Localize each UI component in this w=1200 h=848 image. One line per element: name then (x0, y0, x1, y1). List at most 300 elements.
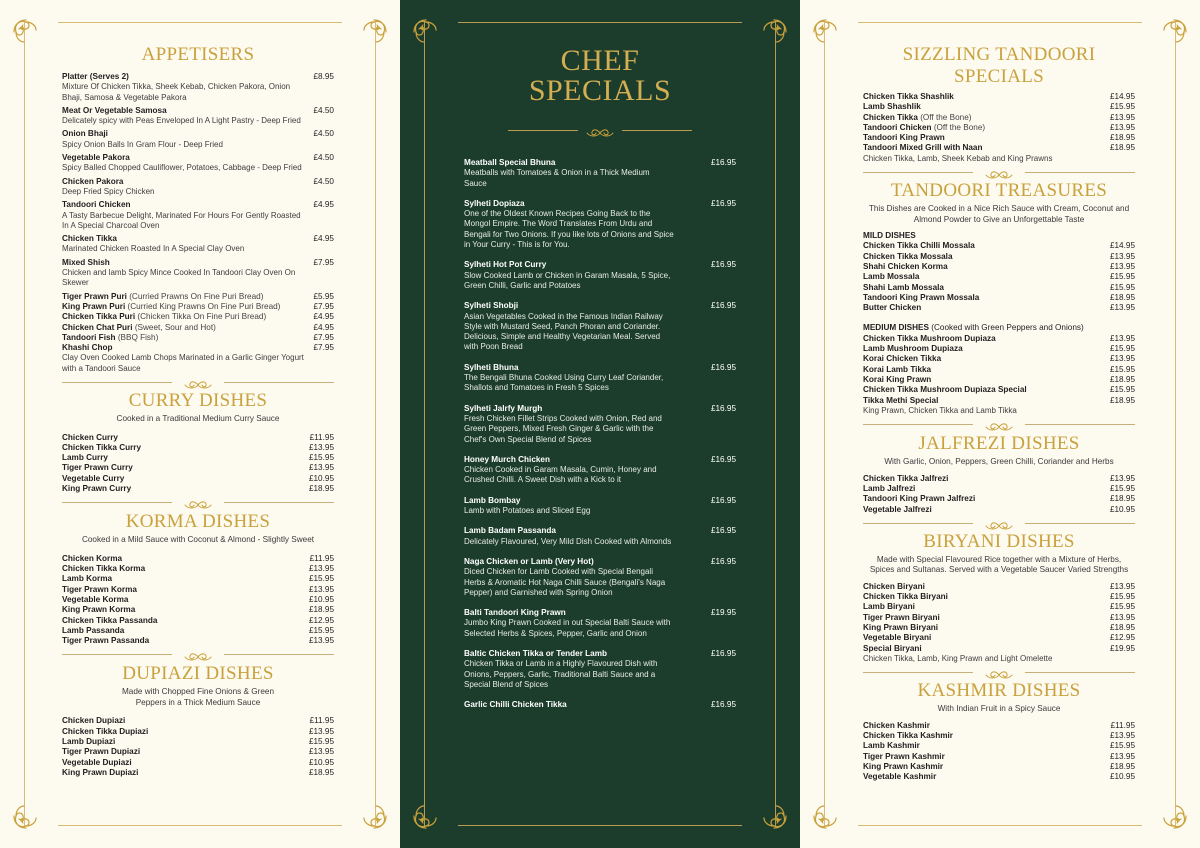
curry-list (62, 433, 334, 495)
mild-dishes-list (863, 241, 1135, 313)
section-title-biryani: BIRYANI DISHES (923, 530, 1075, 552)
item-name: King Prawn Biryani (863, 623, 939, 632)
menu-item (863, 741, 1135, 751)
item-desc: Chicken Cooked in Garam Masala, Cumin, Honey and Crushed Chilli. A Sweet Dish with a Kick to it (464, 465, 657, 485)
item-desc: Marinated Chicken Roasted In A Special Clay Oven (62, 244, 245, 254)
item-name: Honey Murch Chicken (464, 454, 550, 464)
menu-item (863, 731, 1135, 741)
menu-item (464, 404, 736, 445)
section-divider (62, 497, 334, 507)
medium-dishes-heading-text: MEDIUM DISHES (863, 323, 929, 333)
menu-item-header (464, 526, 736, 536)
item-price: £10.95 (308, 757, 334, 767)
menu-item (863, 143, 1135, 153)
menu-item (62, 343, 334, 353)
item-name-wrap (62, 292, 263, 302)
flourish-divider-icon (183, 497, 213, 507)
item-price: £15.95 (308, 737, 334, 747)
item-price: £16.95 (710, 198, 736, 208)
item-name: Meatball Special Bhuna (464, 158, 556, 167)
item-name: Tiger Prawn Kashmir (863, 751, 945, 761)
item-name: Garlic Chilli Chicken Tikka (464, 700, 567, 710)
item-price: £13.95 (308, 463, 334, 473)
item-name: Tandoori Mixed Grill with Naan (863, 143, 983, 153)
item-name-wrap (863, 92, 954, 102)
menu-item (62, 727, 334, 737)
item-name: Chicken Dupiazi (62, 716, 126, 726)
appetisers-list (62, 72, 334, 289)
item-desc-special-biryani: Chicken Tikka, Lamb, King Prawn and Light Omelette (863, 653, 1053, 663)
item-name: Tiger Prawn Korma (62, 584, 137, 594)
menu-item (863, 385, 1135, 395)
item-name: Chicken Biryani (863, 581, 925, 591)
flourish-corner-icon (358, 800, 392, 834)
item-name: Tandoori King Prawn Jalfrezi (863, 494, 976, 504)
item-price: £18.95 (308, 605, 334, 615)
item-price: £7.95 (313, 343, 334, 353)
item-price: £14.95 (1109, 241, 1135, 251)
item-price: £13.95 (1109, 354, 1135, 364)
item-price: £15.95 (1109, 282, 1135, 292)
menu-item (62, 564, 334, 574)
item-price: £12.95 (1109, 633, 1135, 643)
item-name: Meat Or Vegetable Samosa (62, 105, 167, 115)
item-price: £13.95 (308, 442, 334, 452)
flourish-corner-icon (408, 14, 442, 48)
item-price: £8.95 (313, 72, 334, 81)
menu-item (62, 333, 334, 343)
item-name: Chicken Kashmir (863, 720, 930, 730)
menu-item-header (464, 700, 736, 710)
item-price: £18.95 (1109, 623, 1135, 632)
item-name: Sylheti Jalrfy Murgh (464, 403, 543, 413)
item-price: £16.95 (710, 526, 736, 536)
item-name: Chicken Tikka Biryani (863, 592, 948, 602)
menu-item (863, 303, 1135, 313)
item-name: Lamb Bombay (464, 495, 521, 505)
menu-item-header (464, 404, 736, 414)
menu-item (863, 123, 1135, 133)
menu-item (464, 496, 736, 517)
menu-item (62, 463, 334, 473)
dupiazi-list (62, 716, 334, 778)
flourish-divider-icon (984, 419, 1014, 429)
menu-item (62, 758, 334, 768)
menu-item-header (464, 557, 736, 567)
item-price: £16.95 (710, 301, 736, 311)
menu-item (62, 153, 334, 174)
item-name: King Prawn Puri (62, 301, 126, 311)
item-price: £13.95 (1109, 581, 1135, 591)
item-desc-mixed-grill: Chicken Tikka, Lamb, Sheek Kebab and King Prawns (863, 153, 1053, 163)
center-panel (400, 0, 800, 848)
item-name: Mixed Shish (62, 257, 110, 267)
chef-title-line2: SPECIALS (528, 74, 672, 107)
item-name: Vegetable Kashmir (863, 772, 937, 782)
menu-item (62, 200, 334, 231)
item-desc: Jumbo King Prawn Cooked in out Special Balti Sauce with Selected Herbs & Spices, Pepper, Garlic and Onion (464, 618, 671, 638)
item-name: Chicken Korma (62, 553, 123, 563)
chef-specials-title (400, 46, 800, 106)
flourish-divider-icon (585, 125, 615, 135)
menu-item (863, 344, 1135, 354)
item-price: £16.95 (710, 700, 736, 710)
item-name: Chicken Tikka Mushroom Dupiaza (863, 333, 996, 343)
menu-item (62, 234, 334, 255)
section-divider (863, 167, 1135, 177)
menu-item (62, 605, 334, 615)
item-name: Tiger Prawn Puri (62, 291, 127, 301)
item-name: Tandoori King Prawn (863, 133, 945, 143)
item-note: (Off the Bone) (920, 112, 972, 122)
item-name: Tandoori Fish (62, 332, 116, 342)
item-desc-tikka-methi: King Prawn, Chicken Tikka and Lamb Tikka (863, 405, 1017, 415)
item-desc: Lamb with Potatoes and Sliced Egg (464, 506, 591, 516)
menu-item (62, 626, 334, 636)
item-price: £15.95 (1109, 385, 1135, 395)
menu-item (863, 592, 1135, 602)
kashmir-list (863, 721, 1135, 783)
item-name: Chicken Pakora (62, 176, 124, 186)
item-name: Naga Chicken or Lamb (Very Hot) (464, 556, 594, 566)
item-name-wrap (62, 323, 216, 333)
item-price: £11.95 (309, 553, 334, 563)
item-note: (Chicken Tikka On Fine Puri Bread) (137, 312, 267, 322)
menu-item (62, 443, 334, 453)
item-name: Chicken Tikka Puri (62, 312, 136, 322)
item-note: (Curried King Prawns On Fine Puri Bread) (127, 301, 281, 311)
menu-item (62, 554, 334, 564)
item-name: Lamb Mushroom Dupiaza (863, 344, 963, 354)
menu-item (863, 365, 1135, 375)
menu-item (62, 106, 334, 127)
menu-item (62, 585, 334, 595)
item-name: Sylheti Shobji (464, 301, 519, 311)
flourish-corner-icon (758, 14, 792, 48)
item-note: (Sweet, Sour and Hot) (134, 322, 216, 332)
menu-item (62, 453, 334, 463)
section-desc-treasures: This Dishes are Cooked in a Nice Rich Sauce with Cream, Coconut and Almond Powder to Give an Unforgettable Taste (868, 204, 1130, 224)
menu-item (464, 526, 736, 547)
center-bottom-rule (458, 825, 742, 826)
item-price: £13.95 (1109, 251, 1135, 261)
flourish-corner-icon (758, 800, 792, 834)
item-price: £18.95 (1109, 761, 1135, 771)
item-note: (BBQ Fish) (117, 332, 159, 342)
medium-dishes-heading (863, 323, 1135, 333)
menu-item (62, 177, 334, 198)
menu-item (62, 323, 334, 333)
menu-item (62, 747, 334, 757)
item-price: £10.95 (1109, 772, 1135, 782)
item-price: £13.95 (1109, 751, 1135, 761)
menu-item (464, 608, 736, 639)
section-divider (62, 649, 334, 659)
flourish-corner-icon (808, 800, 842, 834)
left-top-rule (58, 22, 342, 23)
item-price: £15.95 (1109, 602, 1135, 612)
item-name: Chicken Tikka Dupiazi (62, 726, 149, 736)
item-desc: A Tasty Barbecue Delight, Marinated For Hours For Gently Roasted In A Special Charcoal Oven (62, 210, 301, 230)
item-name: Butter Chicken (863, 303, 922, 313)
menu-item (62, 616, 334, 626)
item-name: Chicken Tikka (863, 112, 918, 122)
flourish-corner-icon (1158, 14, 1192, 48)
item-name: Baltic Chicken Tikka or Tender Lamb (464, 648, 608, 658)
item-name: Chicken Tikka Mossala (863, 251, 953, 261)
item-name-wrap (863, 102, 921, 112)
menu-item (62, 474, 334, 484)
item-name: Tandoori Chicken (863, 122, 932, 132)
item-name: Vegetable Korma (62, 594, 129, 604)
item-name: Lamb Biryani (863, 602, 915, 612)
item-desc: Spicy Balled Chopped Cauliflower, Potatoes, Cabbage - Deep Fried (62, 163, 302, 173)
flourish-divider-icon (984, 667, 1014, 677)
item-name: Tikka Methi Special (863, 395, 939, 405)
menu-item (863, 252, 1135, 262)
item-desc: The Bengali Bhuna Cooked Using Curry Leaf Coriander, Shallots and Tomatoes in Fresh 5 Spices (464, 373, 664, 393)
item-price: £13.95 (1109, 112, 1135, 122)
item-name-wrap (62, 333, 158, 343)
menu-item (464, 700, 736, 710)
section-title-kashmir: KASHMIR DISHES (917, 680, 1081, 702)
item-name: Sylheti Hot Pot Curry (464, 260, 547, 270)
left-panel (0, 0, 400, 848)
section-desc-dupiazi: Made with Chopped Fine Onions & Green Peppers in a Thick Medium Sauce (121, 687, 274, 707)
item-name: King Prawn Kashmir (863, 761, 944, 771)
center-top-rule (458, 22, 742, 23)
menu-item (863, 334, 1135, 344)
item-price: £4.50 (313, 129, 334, 139)
menu-item (863, 613, 1135, 623)
item-price: £13.95 (1109, 303, 1135, 313)
menu-item (863, 582, 1135, 592)
menu-item (62, 292, 334, 302)
item-price: £19.95 (710, 608, 736, 618)
menu-item (863, 92, 1135, 102)
section-title-dupiazi: DUPIAZI DISHES (122, 663, 274, 685)
menu-item-header (464, 608, 736, 618)
flourish-corner-icon (358, 14, 392, 48)
menu-item-header (464, 496, 736, 506)
item-price: £14.95 (1109, 92, 1135, 101)
menu-item-header (62, 106, 334, 116)
item-price: £15.95 (1109, 592, 1135, 602)
item-price: £7.95 (313, 301, 334, 311)
menu-item-header (464, 199, 736, 209)
item-desc: Delicately Flavoured, Very Mild Dish Cooked with Almonds (464, 536, 672, 546)
menu-item (863, 262, 1135, 272)
section-title-jalfrezi: JALFREZI DISHES (918, 433, 1080, 455)
flourish-corner-icon (808, 14, 842, 48)
item-price: £4.95 (313, 234, 334, 244)
item-price: £15.95 (308, 625, 334, 635)
sizzling-list (863, 92, 1135, 154)
item-price: £5.95 (313, 291, 334, 301)
item-price: £16.95 (710, 556, 736, 566)
item-desc: Spicy Onion Balls In Gram Flour - Deep Fried (62, 139, 223, 149)
item-price: £7.95 (313, 332, 334, 342)
menu-item (62, 716, 334, 726)
menu-item (863, 721, 1135, 731)
right-bottom-rule (858, 825, 1142, 826)
item-price: £13.95 (308, 747, 334, 757)
item-desc-khashi-chop: Clay Oven Cooked Lamb Chops Marinated in a Garlic Ginger Yogurt with a Tandoori Sauce (62, 353, 304, 373)
item-name: Korai Lamb Tikka (863, 364, 932, 374)
item-price: £16.95 (710, 648, 736, 658)
menu-item (62, 737, 334, 747)
item-price: £13.95 (308, 584, 334, 594)
item-desc: Fresh Chicken Fillet Strips Cooked with Onion, Red and Green Peppers, Mixed Fresh Ginger & Garlic with the Chef's Own Special Blend of Spices (464, 413, 662, 444)
item-name: Tandoori King Prawn Mossala (863, 292, 980, 302)
item-desc: Mixture Of Chicken Tikka, Sheek Kebab, Chicken Pakora, Onion Bhaji, Samosa & Vegetable Pakora (62, 82, 291, 102)
item-price: £10.95 (308, 473, 334, 483)
item-desc: Meatballs with Tomatoes & Onion in a Thick Medium Sauce (464, 168, 650, 188)
menu-item-header (62, 234, 334, 244)
item-name: Chicken Tikka Curry (62, 442, 142, 452)
flourish-corner-icon (8, 800, 42, 834)
item-price: £11.95 (309, 716, 334, 726)
menu-item (863, 474, 1135, 484)
item-price: £13.95 (1109, 473, 1135, 483)
flourish-corner-icon (8, 14, 42, 48)
item-desc: Chicken and lamb Spicy Mince Cooked In Tandoori Clay Oven On Skewer (62, 268, 296, 288)
item-name: Onion Bhaji (62, 129, 108, 139)
item-name: Vegetable Curry (62, 473, 125, 483)
item-name: Lamb Mossala (863, 272, 920, 282)
section-divider (62, 377, 334, 387)
item-name: Vegetable Pakora (62, 153, 130, 163)
item-name-wrap (62, 312, 266, 322)
section-desc-biryani: Made with Special Flavoured Rice together with a Mixture of Herbs, Spices and Sultanas. Served with a Vegetable Saucer Varied Strengths (869, 554, 1129, 575)
item-note: (Curried Prawns On Fine Puri Bread) (129, 291, 264, 301)
item-price: £10.95 (308, 594, 334, 604)
flourish-divider-icon (984, 167, 1014, 177)
item-price: £11.95 (309, 432, 334, 442)
menu-item (464, 199, 736, 250)
item-price: £4.50 (313, 153, 334, 163)
menu-item-header (62, 153, 334, 163)
section-title-sizzling: SIZZLING TANDOORI SPECIALS (902, 44, 1096, 87)
item-name: Shahi Chicken Korma (863, 261, 948, 271)
item-name: Lamb Dupiazi (62, 737, 116, 747)
menu-item (863, 272, 1135, 282)
item-price: £15.95 (1109, 272, 1135, 282)
section-desc-kashmir: With Indian Fruit in a Spicy Sauce (937, 704, 1061, 714)
menu-item (62, 302, 334, 312)
menu-item (863, 602, 1135, 612)
item-desc: Asian Vegetables Cooked in the Famous Indian Railway Style with Mustard Seed, Panch Phoran and Coriander. Delicious, Simple and Healthy Vegetarian Meal. Served with Poon Bread (464, 311, 663, 352)
left-column (62, 44, 334, 778)
item-price: £13.95 (308, 636, 334, 646)
item-price: £7.95 (313, 257, 334, 267)
section-title-curry: CURRY DISHES (128, 390, 268, 412)
menu-item (464, 260, 736, 291)
menu-item (62, 574, 334, 584)
item-name: Lamb Curry (62, 453, 108, 463)
item-desc: Deep Fried Spicy Chicken (62, 186, 155, 196)
section-desc-jalfrezi: With Garlic, Onion, Peppers, Green Chilli, Coriander and Herbs (884, 457, 1114, 467)
item-name: Lamb Jalfrezi (863, 483, 916, 493)
menu-item (464, 649, 736, 690)
menu-item (863, 293, 1135, 303)
item-price: £4.95 (313, 200, 334, 210)
menu-item (863, 752, 1135, 762)
menu-item (464, 557, 736, 598)
menu-item (863, 102, 1135, 112)
menu-item (464, 158, 736, 189)
item-price: £18.95 (1109, 395, 1135, 405)
item-price: £13.95 (1109, 333, 1135, 343)
item-name: Lamb Badam Passanda (464, 526, 556, 536)
item-price: £13.95 (1109, 122, 1135, 132)
medium-dishes-note: (Cooked with Green Peppers and Onions) (931, 323, 1084, 333)
menu-item (62, 72, 334, 103)
menu-item (62, 768, 334, 778)
item-name: Lamb Passanda (62, 625, 125, 635)
item-name: Chicken Tikka Jalfrezi (863, 473, 949, 483)
menu-item-header (62, 129, 334, 139)
item-price: £16.95 (710, 260, 736, 270)
item-desc: Slow Cooked Lamb or Chicken in Garam Masala, 5 Spice, Green Chilli, Garlic and Potatoes (464, 270, 671, 290)
menu-item-header (62, 177, 334, 187)
menu-item (62, 636, 334, 646)
section-divider (863, 419, 1135, 429)
menu-item (863, 241, 1135, 251)
item-name: Tandoori Chicken (62, 200, 131, 210)
menu-item (863, 375, 1135, 385)
item-name: Chicken Tikka Mushroom Dupiaza Special (863, 385, 1027, 395)
menu-item (464, 455, 736, 486)
flourish-corner-icon (408, 800, 442, 834)
item-price: £13.95 (308, 726, 334, 736)
item-price: £15.95 (308, 574, 334, 584)
flourish-divider-icon (984, 518, 1014, 528)
medium-dishes-list (863, 334, 1135, 406)
section-desc-curry: Cooked in a Traditional Medium Curry Sauce (116, 414, 280, 424)
item-name: Chicken Tikka Passanda (62, 615, 158, 625)
section-divider (863, 518, 1135, 528)
item-desc: Chicken Tikka or Lamb in a Highly Flavoured Dish with Onions, Peppers, Garlic, Traditional Balti Sauce and a Special Blend of Spices (464, 659, 658, 689)
item-price: £15.95 (308, 453, 334, 463)
item-price: £4.50 (313, 176, 334, 186)
item-name-wrap (863, 133, 945, 143)
item-price: £13.95 (1109, 612, 1135, 622)
menu-item (863, 484, 1135, 494)
menu-item (863, 133, 1135, 143)
item-price: £18.95 (308, 767, 334, 777)
item-price: £15.95 (1109, 741, 1135, 751)
item-name: Tiger Prawn Passanda (62, 636, 150, 646)
item-name: King Prawn Curry (62, 484, 132, 493)
chef-title-divider (508, 125, 692, 135)
item-desc: Diced Chicken for Lamb Cooked with Special Bengali Herbs & Aromatic Hot Naga Chilli Sauce (Bengali's Naga Pepper) and Garnished with Spring Onion (464, 567, 666, 597)
item-desc: Delicately spicy with Peas Enveloped In A Light Pastry - Deep Fried (62, 116, 301, 126)
right-column (863, 44, 1135, 782)
item-note: (Off the Bone) (933, 122, 986, 132)
menu-item-header (464, 649, 736, 659)
menu-item (62, 312, 334, 322)
item-name: Balti Tandoori King Prawn (464, 608, 566, 618)
item-name: King Prawn Korma (62, 605, 136, 615)
menu-item-header (464, 260, 736, 270)
section-desc-korma: Cooked in a Mild Sauce with Coconut & Almond - Slightly Sweet (81, 535, 315, 545)
item-name: Chicken Tikka (62, 234, 117, 244)
menu-item (863, 113, 1135, 123)
section-title-treasures: TANDOORI TREASURES (890, 180, 1108, 202)
item-name: Korai King Prawn (863, 374, 932, 384)
item-name: Platter (Serves 2) (62, 72, 129, 81)
